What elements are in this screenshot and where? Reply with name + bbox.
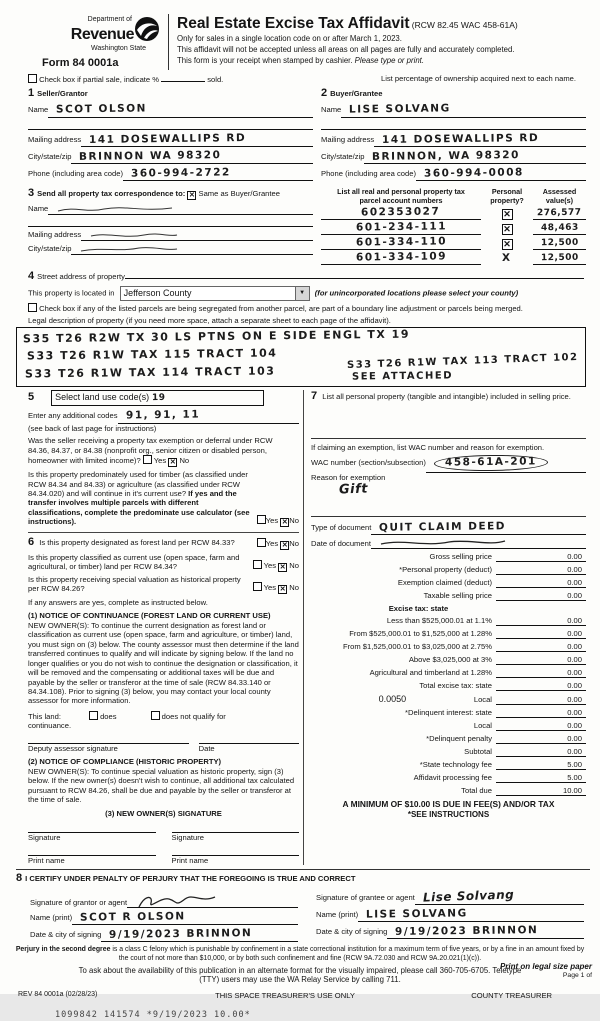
assessed-value-field[interactable]: 12,500 (533, 253, 586, 265)
state-technology-fee: 5.00 (496, 760, 586, 770)
new-owner-signature-1[interactable]: Signature (28, 832, 156, 842)
grantee-date-field[interactable] (387, 925, 584, 939)
header-note-3: This form is your receipt when stamped by cashier. Please type or print. (177, 55, 425, 65)
grantee-print-name-field[interactable] (358, 908, 584, 922)
personal-property-blank[interactable] (311, 404, 586, 434)
parcel-number-field[interactable]: 601-234-111 (321, 221, 481, 235)
personal-property-text: List all personal property (tangible and intangible) included in selling price. (322, 392, 571, 402)
corr-address-field[interactable] (81, 230, 313, 241)
forest-no-checkbox[interactable]: ✕ (281, 541, 288, 549)
wac-number-value: 458-61A-201 (434, 455, 548, 473)
section-8-certify: 8 I CERTIFY UNDER PENALTY OF PERJURY THAT THE FOREGOING IS TRUE AND CORRECT Signature of grantor or agent Name (print) SCOT R OLSON Date & city of signing 9/19/2023 BRINNON Signature of grantee or agent Lise Solvang Name (print) LISE SOLVANG Date & city of signing 9/19/2023 BRINNON (16, 869, 590, 942)
chevron-down-icon[interactable]: ▼ (295, 287, 309, 300)
personal-property-deduct: 0.00 (496, 565, 586, 575)
grantee-signature-block: Signature of grantee or agent Lise Solvang Name (print) LISE SOLVANG Date & city of signing 9/19/2023 BRINNON (316, 886, 584, 942)
delinquent-local: 0.00 (496, 721, 586, 731)
type-of-document-value: QUIT CLAIM DEED (379, 520, 507, 535)
notice-1-body: NEW OWNER(S): To continue the current designation as forest land or classification as current use (open space, farm and agriculture, or timber) land, you must sign on (3) below. The county assessor must then determine if the land transferred continues to qualify and will indicate by signing below. If the land no longer qualifies or you do not wish to continue the designation or classification, it will be removed and the compensating or additional taxes will be due and payable by the seller or transferor at the time of sale (RCW 84.33.140 or 84.34.108). Prior to signing (3) below, you may contact your local county assessor for more information. (28, 620, 299, 706)
legal-description-label: Legal description of property (if you need more space, attach a separate sheet to each page of the affidavit). (28, 315, 391, 325)
seller-title: Seller/Grantor (37, 88, 88, 98)
title-block (177, 10, 590, 66)
page-title: Real Estate Excise Tax Affidavit (177, 15, 410, 32)
date-of-document-scribble (379, 538, 509, 548)
corr-name-line2[interactable] (28, 215, 313, 227)
land-does-checkbox[interactable] (89, 711, 98, 720)
dept-line: Department of (87, 16, 132, 23)
timber-question: Is this property predominately used for timber (as classified under RCW 84.34 and 84.33) or agriculture (as classified under RCW 84.34.020) and will continue in it's current use? If yes and the transfer involves multiple parcels with different classifications, complete the predominate use calculator (see instructions). (28, 470, 250, 527)
corr-address-scribble (89, 230, 179, 240)
seller-address-field[interactable] (81, 133, 313, 147)
dor-logo-block (28, 10, 158, 70)
new-owner-print-2[interactable]: Print name (172, 855, 300, 865)
seller-name-field[interactable] (48, 103, 313, 117)
same-as-buyer-checkbox[interactable]: ✕ (188, 191, 195, 199)
notice-2-body: NEW OWNER(S): To continue special valuation as historic property, sign (3) below. If the new owner(s) doesn't wish to continue, all additional tax calculated pursuant to RCW 84.26, shall be due and payable by the seller or transferor at the time of sale. (28, 766, 295, 805)
header-note-1: Only for sales in a single location code on or after March 1, 2023. (177, 34, 402, 44)
seller-city-field[interactable] (71, 150, 313, 164)
seller-name-line2[interactable] (28, 118, 313, 130)
print-legal-block (500, 962, 592, 980)
middle-left-column: 5 Select land use code(s) 19 Enter any additional codes 91, 91, 11 (see back of last page for instructions) Was the seller receiving a property tax exemption or deferral under RCW 84.36, 84.37, or 84.38 (nonprofit org., senior citizen or disabled person, homeowner with limited income)? Yes ✕ No Is this property predominately used for timber (as classified under RCW 84.34 and 84.33) or agriculture (as classified under RCW 84.34.020) and will continue in it's current use? If yes and the transfer involves multiple parcels with different classifications, complete the predominate use calculator (see instructions). Yes ✕ No 6 Is this property designated as forest land per RCW 84.33? Yes ✕ No Is this property classified as current use (open space, farm and agricultural, or timber) land per RCW 84.34? Yes ✕ No Is this property receiving special valuation as historical property per RCW 84.26? Yes ✕ No If any answers are yes, complete as instructed below. (1) NOTICE OF CONTINUANCE (FOREST LAND OR CURRENT USE) NEW OWNER(S): To continue the current designation as forest land or classification as current use (open space, farm and agriculture, or timber) land, you must sign on (3) below. The county assessor must then determine if the land transferred continues to qualify and will indicate by signing below. If the land no longer qualifies or you do not wish to continue the designation or classification, it will be removed and the compensating or additional taxes will be due and payable by the seller or transferor at the time of sale (RCW 84.33.140 or 84.34.108). Prior to signing (3) below, you may contact your local county assessor for more information. This land: does does not qualify for continuance. Deputy assessor signature Date (2) NOTICE OF COMPLIANCE (HISTORIC PROPERTY) NEW OWNER(S): To continue special valuation as historic property, sign (3) below. If the new owner(s) doesn't wish to continue, all additional tax calculated pursuant to RCW 84.26, shall be due and payable by the seller or transferor at the time of sale. (3) NEW OWNER(S) SIGNATURE Signature Signature Print name Print name (28, 391, 299, 865)
seller-name-value: SCOT OLSON (56, 102, 148, 117)
parcel-number-field[interactable]: 601-334-109 (321, 251, 481, 265)
header-note-2: This affidavit will not be accepted unless all areas on all pages are fully and accurately completed. (177, 45, 515, 55)
land-use-code-value: 19 (151, 393, 166, 404)
notice-1-title: (1) NOTICE OF CONTINUANCE (FOREST LAND OR CURRENT USE) (28, 611, 271, 621)
partial-percent-field[interactable] (161, 81, 205, 82)
partial-sale-row (28, 74, 576, 84)
minimum-note: A MINIMUM OF $10.00 IS DUE IN FEE(S) AND/OR TAX (342, 799, 555, 810)
wac-number-field[interactable] (426, 455, 586, 472)
segregated-checkbox[interactable] (28, 303, 37, 312)
grantor-print-name-field[interactable] (72, 911, 298, 925)
revenue-wordmark: Revenue (70, 25, 134, 43)
corr-city-field[interactable] (71, 244, 313, 255)
date-of-document-field[interactable] (371, 538, 586, 549)
header-divider (168, 14, 169, 70)
exemption-reason-value: Gift (338, 481, 369, 498)
section-2-buyer: 2 Buyer/Grantee Name LISE SOLVANG Mailing address 141 DOSEWALLIPS RD City/state/zip BRINNON, WA 98320 Phone (including area code) 360-994-0008 (321, 87, 586, 181)
grantee-print-name: LISE SOLVANG (366, 907, 468, 921)
partial-sale-checkbox[interactable] (28, 74, 37, 83)
tier2-amount: 0.00 (496, 629, 586, 639)
seller-phone-value: 360-994-2722 (130, 166, 231, 180)
subtotal-amount: 0.00 (496, 747, 586, 757)
legal-line-2: S33 T26 R1W TAX 115 TRACT 104 (26, 346, 278, 363)
corr-name-scribble (56, 204, 176, 214)
cashier-stamp: 1099842 141574 *9/19/2023 10.00* (55, 1010, 251, 1021)
buyer-title: Buyer/Grantee (330, 88, 383, 98)
grantor-signature-block: Signature of grantor or agent Name (print) SCOT R OLSON Date & city of signing 9/19/2023 BRINNON (30, 886, 298, 942)
local-amount: 0.00 (496, 695, 586, 705)
total-due: 10.00 (496, 786, 586, 796)
main-middle-grid (16, 390, 590, 865)
rev-form-id: REV 84 0001a (02/28/23) (18, 991, 98, 998)
segregated-text: Check box if any of the listed parcels are being segregated from another parcel, are part of a boundary line adjustment or parcels being merged. (39, 304, 523, 314)
treasurer-use-label: THIS SPACE TREASURER'S USE ONLY (215, 991, 355, 1000)
exemption-claim-label: If claiming an exemption, list WAC number and reason for exemption. (311, 442, 545, 452)
parcel-row (321, 206, 586, 220)
buyer-address-value: 141 DOSEWALLIPS RD (382, 131, 540, 146)
personal-property-hand-x: X (502, 252, 512, 265)
notice-3-title: (3) NEW OWNER(S) SIGNATURE (105, 808, 222, 818)
grantor-signature-scribble (135, 893, 220, 911)
legal-line-4: S33 T26 R1W TAX 113 TRACT 102 (346, 352, 579, 372)
delinquent-interest-state: 0.00 (496, 708, 586, 718)
seller-phone-field[interactable] (123, 167, 313, 181)
section-3-correspondence: 3 Send all property tax correspondence to: ✕ Same as Buyer/Grantee Name Mailing address City/state/zip (28, 187, 313, 266)
corr-city-scribble (79, 244, 179, 254)
section-1-seller: 1 Seller/Grantor Name SCOT OLSON Mailing address 141 DOSEWALLIPS RD City/state/zip BRINNON WA 98320 Phone (including area code) 360-994-2722 (28, 87, 313, 181)
tier1-amount: 0.00 (496, 616, 586, 626)
certify-text: I CERTIFY UNDER PENALTY OF PERJURY THAT THE FOREGOING IS TRUE AND CORRECT (25, 874, 356, 884)
land-use-code-box[interactable]: Select land use code(s) 19 (51, 390, 264, 406)
parcel-table-header: List all real and personal property tax parcel account numbers Personal property? Assessed value(s) (337, 186, 577, 205)
buyer-name-field[interactable] (341, 103, 586, 117)
partial-sale-left: Check box if partial sale, indicate % sold. (28, 74, 223, 84)
new-owner-signature-2[interactable]: Signature (172, 832, 300, 842)
grantee-signature-field[interactable] (415, 889, 584, 905)
affidavit-processing-fee: 5.00 (496, 773, 586, 783)
personal-property-checkbox[interactable]: ✕ (503, 209, 511, 220)
taxable-selling-price: 0.00 (496, 591, 586, 601)
seller-city-value: BRINNON WA 98320 (79, 148, 222, 163)
gross-selling-price: 0.00 (496, 552, 586, 562)
total-excise-state: 0.00 (496, 681, 586, 691)
local-rate: 0.0050 (378, 693, 407, 704)
codes-note: (see back of last page for instructions) (28, 423, 157, 433)
corr-name-field[interactable] (48, 204, 313, 215)
form-header (28, 10, 590, 70)
section-4-property: 4 Street address of property This property is located in Jefferson County ▼ (for unincorporated locations please select your county) Check box if any of the listed parcels are being segregated from another parcel, are part of a boundary line adjustment or parcels being merged. Legal description of property (if you need more space, attach a separate sheet to each page of the affidavit). (28, 269, 584, 325)
excise-tax-header: Excise tax: state (388, 603, 449, 613)
buyer-phone-value: 360-994-0008 (423, 166, 524, 180)
grantor-date-value: 9/19/2023 BRINNON (109, 927, 253, 942)
timber-no-checkbox[interactable]: ✕ (281, 518, 288, 526)
tier4-amount: 0.00 (496, 655, 586, 665)
correspondence-parcels-grid (28, 187, 586, 266)
county-selected: Jefferson County (123, 288, 192, 299)
agricultural-amount: 0.00 (496, 668, 586, 678)
print-legal-note: Print on legal size paper (499, 961, 592, 971)
current-use-no-checkbox[interactable]: ✕ (279, 563, 286, 571)
exemption-question: Was the seller receiving a property tax exemption or deferral under RCW 84.36, 84.37, or 84.38 (nonprofit org., senior citizen or disabled person, homeowner with limited income)? Yes ✕ No (28, 436, 273, 467)
additional-codes-value: 91, 91, 11 (125, 409, 200, 422)
grantor-signature-field[interactable] (127, 889, 298, 908)
grantee-date-value: 9/19/2023 BRINNON (395, 924, 539, 939)
current-use-yes-checkbox[interactable] (253, 560, 262, 569)
deputy-signature-field[interactable]: Deputy assessor signature (28, 743, 189, 753)
exemption-no-checkbox[interactable]: ✕ (169, 459, 176, 467)
legal-line-5: SEE ATTACHED (351, 370, 454, 383)
buyer-address-field[interactable] (374, 133, 586, 147)
forest-yes-checkbox[interactable] (257, 538, 266, 547)
buyer-phone-field[interactable] (416, 167, 586, 181)
historic-no-checkbox[interactable]: ✕ (279, 585, 286, 593)
seller-buyer-grid (28, 87, 586, 181)
buyer-name-line2[interactable] (321, 118, 586, 130)
type-of-document-field[interactable] (371, 521, 586, 535)
washington-state-label: Washington State (91, 44, 146, 52)
divider (311, 438, 586, 439)
dor-swirl-icon (134, 16, 160, 44)
parcel-number-field[interactable]: 602353027 (321, 206, 481, 220)
if-yes-note: If any answers are yes, complete as instructed below. (28, 597, 208, 607)
legal-description-box[interactable] (16, 327, 586, 387)
form-number: Form 84 0001a (42, 56, 119, 69)
street-address-field[interactable] (125, 269, 584, 279)
assessed-value-field[interactable]: 276,577 (533, 208, 586, 220)
assessed-value-field[interactable]: 12,500 (533, 238, 586, 250)
page-number: Page 1 of (562, 971, 592, 979)
perjury-statement: Perjury in the second degree is a class C felony which is punishable by confinement in a state correctional institution for a maximum term of five years, or by a fine in an amount fixed by the court of not more than $10,000, or by both such confinement and fine (RCW 9A.72.030 and RCW 9A.20.021(1)(c)). (15, 946, 585, 962)
parcel-row (321, 221, 586, 235)
legal-line-1: S35 T26 R2W TX 30 LS PTNS ON E SIDE ENGL TX 19 (22, 327, 411, 346)
personal-property-checkbox[interactable]: ✕ (503, 224, 511, 235)
deputy-date-field[interactable]: Date (199, 743, 299, 753)
personal-property-checkbox[interactable]: ✕ (503, 239, 511, 250)
notice-2-title: (2) NOTICE OF COMPLIANCE (HISTORIC PROPERTY) (28, 757, 222, 767)
county-note: (for unincorporated locations please select your county) (314, 288, 519, 298)
same-as-buyer-label: Same as Buyer/Grantee (198, 188, 280, 198)
county-dropdown[interactable] (120, 286, 310, 301)
buyer-city-field[interactable] (364, 150, 586, 164)
buyer-city-value: BRINNON, WA 98320 (372, 148, 521, 163)
new-owner-print-1[interactable]: Print name (28, 855, 156, 865)
historic-yes-checkbox[interactable] (253, 582, 262, 591)
divider (311, 516, 586, 517)
current-use-question: Is this property classified as current use (open space, farm and agricultural, or timber) land per RCW 84.34? (28, 552, 240, 572)
tier3-amount: 0.00 (496, 642, 586, 652)
county-treasurer-label: COUNTY TREASURER (471, 991, 552, 1000)
alt-format-line-1: To ask about the availability of this publication in an alternate format for the visually impaired, please call 360-705-6705. Teletype (78, 965, 522, 975)
exemption-claimed: 0.00 (496, 578, 586, 588)
grantee-signature: Lise Solvang (422, 887, 515, 905)
parcel-row (321, 236, 586, 250)
parcel-number-field[interactable]: 601-334-110 (321, 236, 481, 250)
exemption-yes-checkbox[interactable] (143, 455, 152, 464)
seller-address-value: 141 DOSEWALLIPS RD (89, 131, 247, 146)
alt-format-line-2: (TTY) users may use the WA Relay Service by calling 711. (199, 975, 401, 985)
middle-right-column: 7 List all personal property (tangible and intangible) included in selling price. If claiming an exemption, list WAC number and reason for exemption. WAC number (section/subsection) 458-61A-201 Reason for exemption Gift Type of document QUIT CLAIM DEED Date of document Gross selling price 0.00 *Personal property (deduct) 0.00 Exemption claimed (deduct) 0.00 Taxable selling price 0.00 Excise tax: state Less than $525,000.01 at 1.1% 0.00 From $525,000.01 to $1,525,000 at 1.28% 0.00 From $1,525,000.01 to $3,025,000 at 2.75% 0.00 Above $3,025,000 at 3% 0.00 Agricultural and timberland at 1.28% 0.00 Total excise tax: state 0.00 0.0050 Local 0.00 *Delinquent interest: state 0.00 Local 0.00 *Delinquent penalty 0.00 Subtotal 0.00 *State technology fee 5.00 Affidavit processing fee 5.00 Total due 10.00 A MINIMUM OF $10.00 IS DUE IN FEE(S) AND/OR TAX *SEE INSTRUCTIONS (303, 390, 590, 865)
see-instructions-note: *SEE INSTRUCTIONS (407, 809, 490, 819)
footer-row (18, 991, 582, 1000)
timber-yes-checkbox[interactable] (257, 515, 266, 524)
delinquent-penalty: 0.00 (496, 734, 586, 744)
grantor-date-field[interactable] (101, 928, 298, 942)
assessed-value-field[interactable]: 48,463 (533, 223, 586, 235)
legal-line-3: S33 T26 R1W TAX 114 TRACT 103 (24, 364, 276, 381)
grantor-print-name: SCOT R OLSON (80, 910, 186, 924)
forest-question: Is this property designated as forest land per RCW 84.33? (39, 537, 235, 547)
buyer-name-value: LISE SOLVANG (349, 102, 452, 117)
additional-codes-field[interactable] (118, 409, 300, 423)
historic-question: Is this property receiving special valuation as historical property per RCW 84.26? (28, 574, 241, 594)
parcel-row (321, 251, 586, 265)
title-rcw-ref: (RCW 82.45 WAC 458-61A) (411, 20, 518, 30)
ownership-note: List percentage of ownership acquired next to each name. (380, 74, 576, 84)
land-does-not-checkbox[interactable] (151, 711, 160, 720)
parcel-table (321, 187, 586, 266)
